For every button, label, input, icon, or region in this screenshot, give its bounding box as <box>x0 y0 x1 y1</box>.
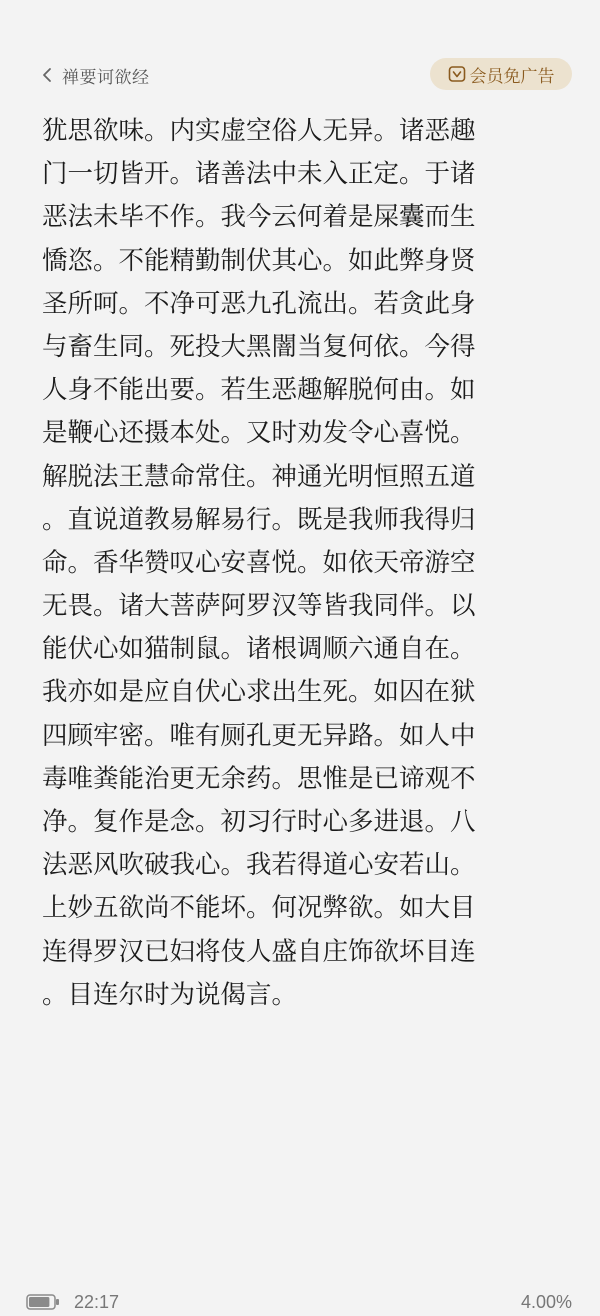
top-bar <box>0 54 600 94</box>
text-line: 法恶风吹破我心。我若得道心安若山。 <box>42 850 476 881</box>
text-line: 解脱法王慧命常住。神通光明恒照五道 <box>42 461 476 492</box>
text-line: 毒唯粪能治更无余药。思惟是已谛观不 <box>42 763 476 794</box>
text-line: 人身不能出要。若生恶趣解脱何由。如 <box>42 375 476 406</box>
battery-indicator <box>26 1294 60 1310</box>
vip-badge-icon <box>448 65 466 83</box>
text-line: 我亦如是应自伏心求出生死。如囚在狱 <box>42 677 476 708</box>
text-line: 圣所呵。不净可恶九孔流出。若贪此身 <box>42 288 476 319</box>
text-line: 犹思欲味。内实虚空俗人无异。诸恶趣 <box>42 116 476 146</box>
text-line: 无畏。诸大菩萨阿罗汉等皆我同伴。以 <box>42 591 476 622</box>
book-title: 禅要诃欲经 <box>62 67 150 88</box>
ad-free-button[interactable] <box>430 58 572 90</box>
text-line: 。目连尔时为说偈言。 <box>42 979 298 1010</box>
text-line: 与畜生同。死投大黑闇当复何依。今得 <box>42 331 476 362</box>
text-line: 是鞭心还摄本处。又时劝发令心喜悦。 <box>42 418 476 449</box>
text-line: 。直说道教易解易行。既是我师我得归 <box>42 504 476 535</box>
text-line: 门一切皆开。诸善法中未入正定。于诸 <box>42 159 476 190</box>
text-line: 上妙五欲尚不能坏。何况弊欲。如大目 <box>42 893 476 924</box>
text-line: 连得罗汉已妇将伎人盛自庄饰欲坏目连 <box>42 936 476 967</box>
text-line: 四顾牢密。唯有厕孔更无异路。如人中 <box>42 720 476 751</box>
back-button[interactable] <box>40 62 150 88</box>
reading-progress: 4.00% <box>520 1292 572 1312</box>
clock-time: 22:17 <box>74 1292 120 1312</box>
status-bar <box>0 1290 600 1316</box>
text-line: 能伏心如猫制鼠。诸根调顺六通自在。 <box>42 634 476 665</box>
reading-content[interactable] <box>42 110 572 1017</box>
text-line: 净。复作是念。初习行时心多进退。八 <box>42 807 476 837</box>
chevron-left-icon <box>40 67 54 83</box>
ad-free-label: 会员免广告 <box>469 66 555 87</box>
text-line: 憍恣。不能精勤制伏其心。如此弊身贤 <box>42 245 476 276</box>
battery-icon <box>26 1294 60 1310</box>
text-line: 命。香华赞叹心安喜悦。如依天帝游空 <box>42 547 476 578</box>
text-line: 恶法未毕不作。我今云何着是屎囊而生 <box>42 202 476 233</box>
